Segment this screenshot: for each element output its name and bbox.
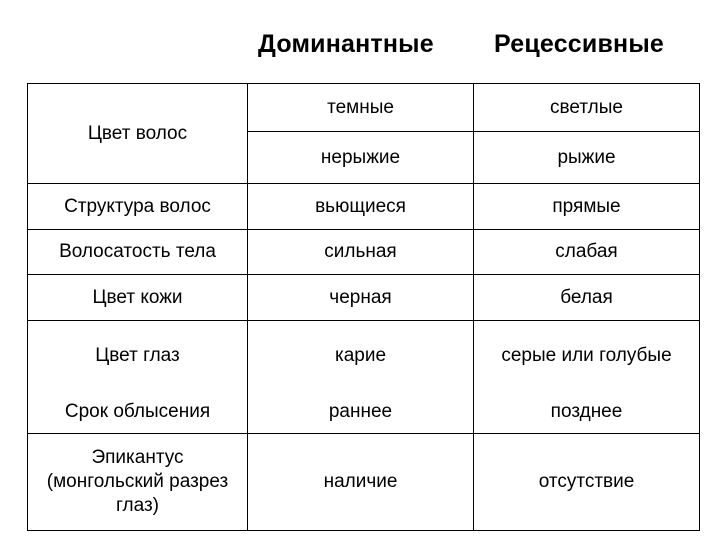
table-row-hair-color — [28, 84, 700, 132]
recessive-eye-color: серые или голубые — [501, 345, 672, 366]
trait-balding: Срок облысения — [64, 401, 211, 422]
table-row-hair-structure — [28, 184, 700, 230]
trait-cell-hair-color: Цвет волос — [28, 84, 248, 184]
recessive-cell-hair-red: рыжие — [474, 132, 700, 184]
recessive-cell-skin-color: белая — [474, 275, 700, 321]
traits-table — [27, 83, 700, 531]
recessive-cell-hair-light: светлые — [474, 84, 700, 132]
table-row-skin-color — [28, 275, 700, 321]
dominant-eye-color: карие — [334, 345, 387, 366]
trait-cell-hair-structure: Структура волос — [28, 184, 248, 230]
trait-cell-body-hair: Волосатость тела — [28, 230, 248, 275]
dominant-cell-skin-color: черная — [248, 275, 474, 321]
dominant-cell-hair-nonred: нерыжие — [248, 132, 474, 184]
table-row-epicanthus — [28, 434, 700, 531]
trait-cell-skin-color: Цвет кожи — [28, 275, 248, 321]
dominant-cell-hair-dark: темные — [248, 84, 474, 132]
table-row-body-hair — [28, 230, 700, 275]
recessive-balding: позднее — [550, 401, 623, 422]
dominant-cell-eye-balding — [248, 321, 474, 434]
trait-eye-color: Цвет глаз — [95, 345, 180, 366]
trait-cell-eye-balding — [28, 321, 248, 434]
recessive-cell-eye-balding — [474, 321, 700, 434]
recessive-cell-hair-structure: прямые — [474, 184, 700, 230]
recessive-cell-epicanthus: отсутствие — [474, 434, 700, 531]
dominant-column-header: Доминантные — [258, 30, 434, 58]
trait-cell-epicanthus: Эпикантус (монгольский разрез глаз) — [28, 434, 248, 531]
recessive-column-header: Рецессивные — [494, 30, 664, 58]
recessive-cell-body-hair: слабая — [474, 230, 700, 275]
table-row-eye-color-balding — [28, 321, 700, 434]
dominant-balding: раннее — [328, 401, 393, 422]
dominant-cell-body-hair: сильная — [248, 230, 474, 275]
dominant-cell-epicanthus: наличие — [248, 434, 474, 531]
dominant-cell-hair-structure: вьющиеся — [248, 184, 474, 230]
